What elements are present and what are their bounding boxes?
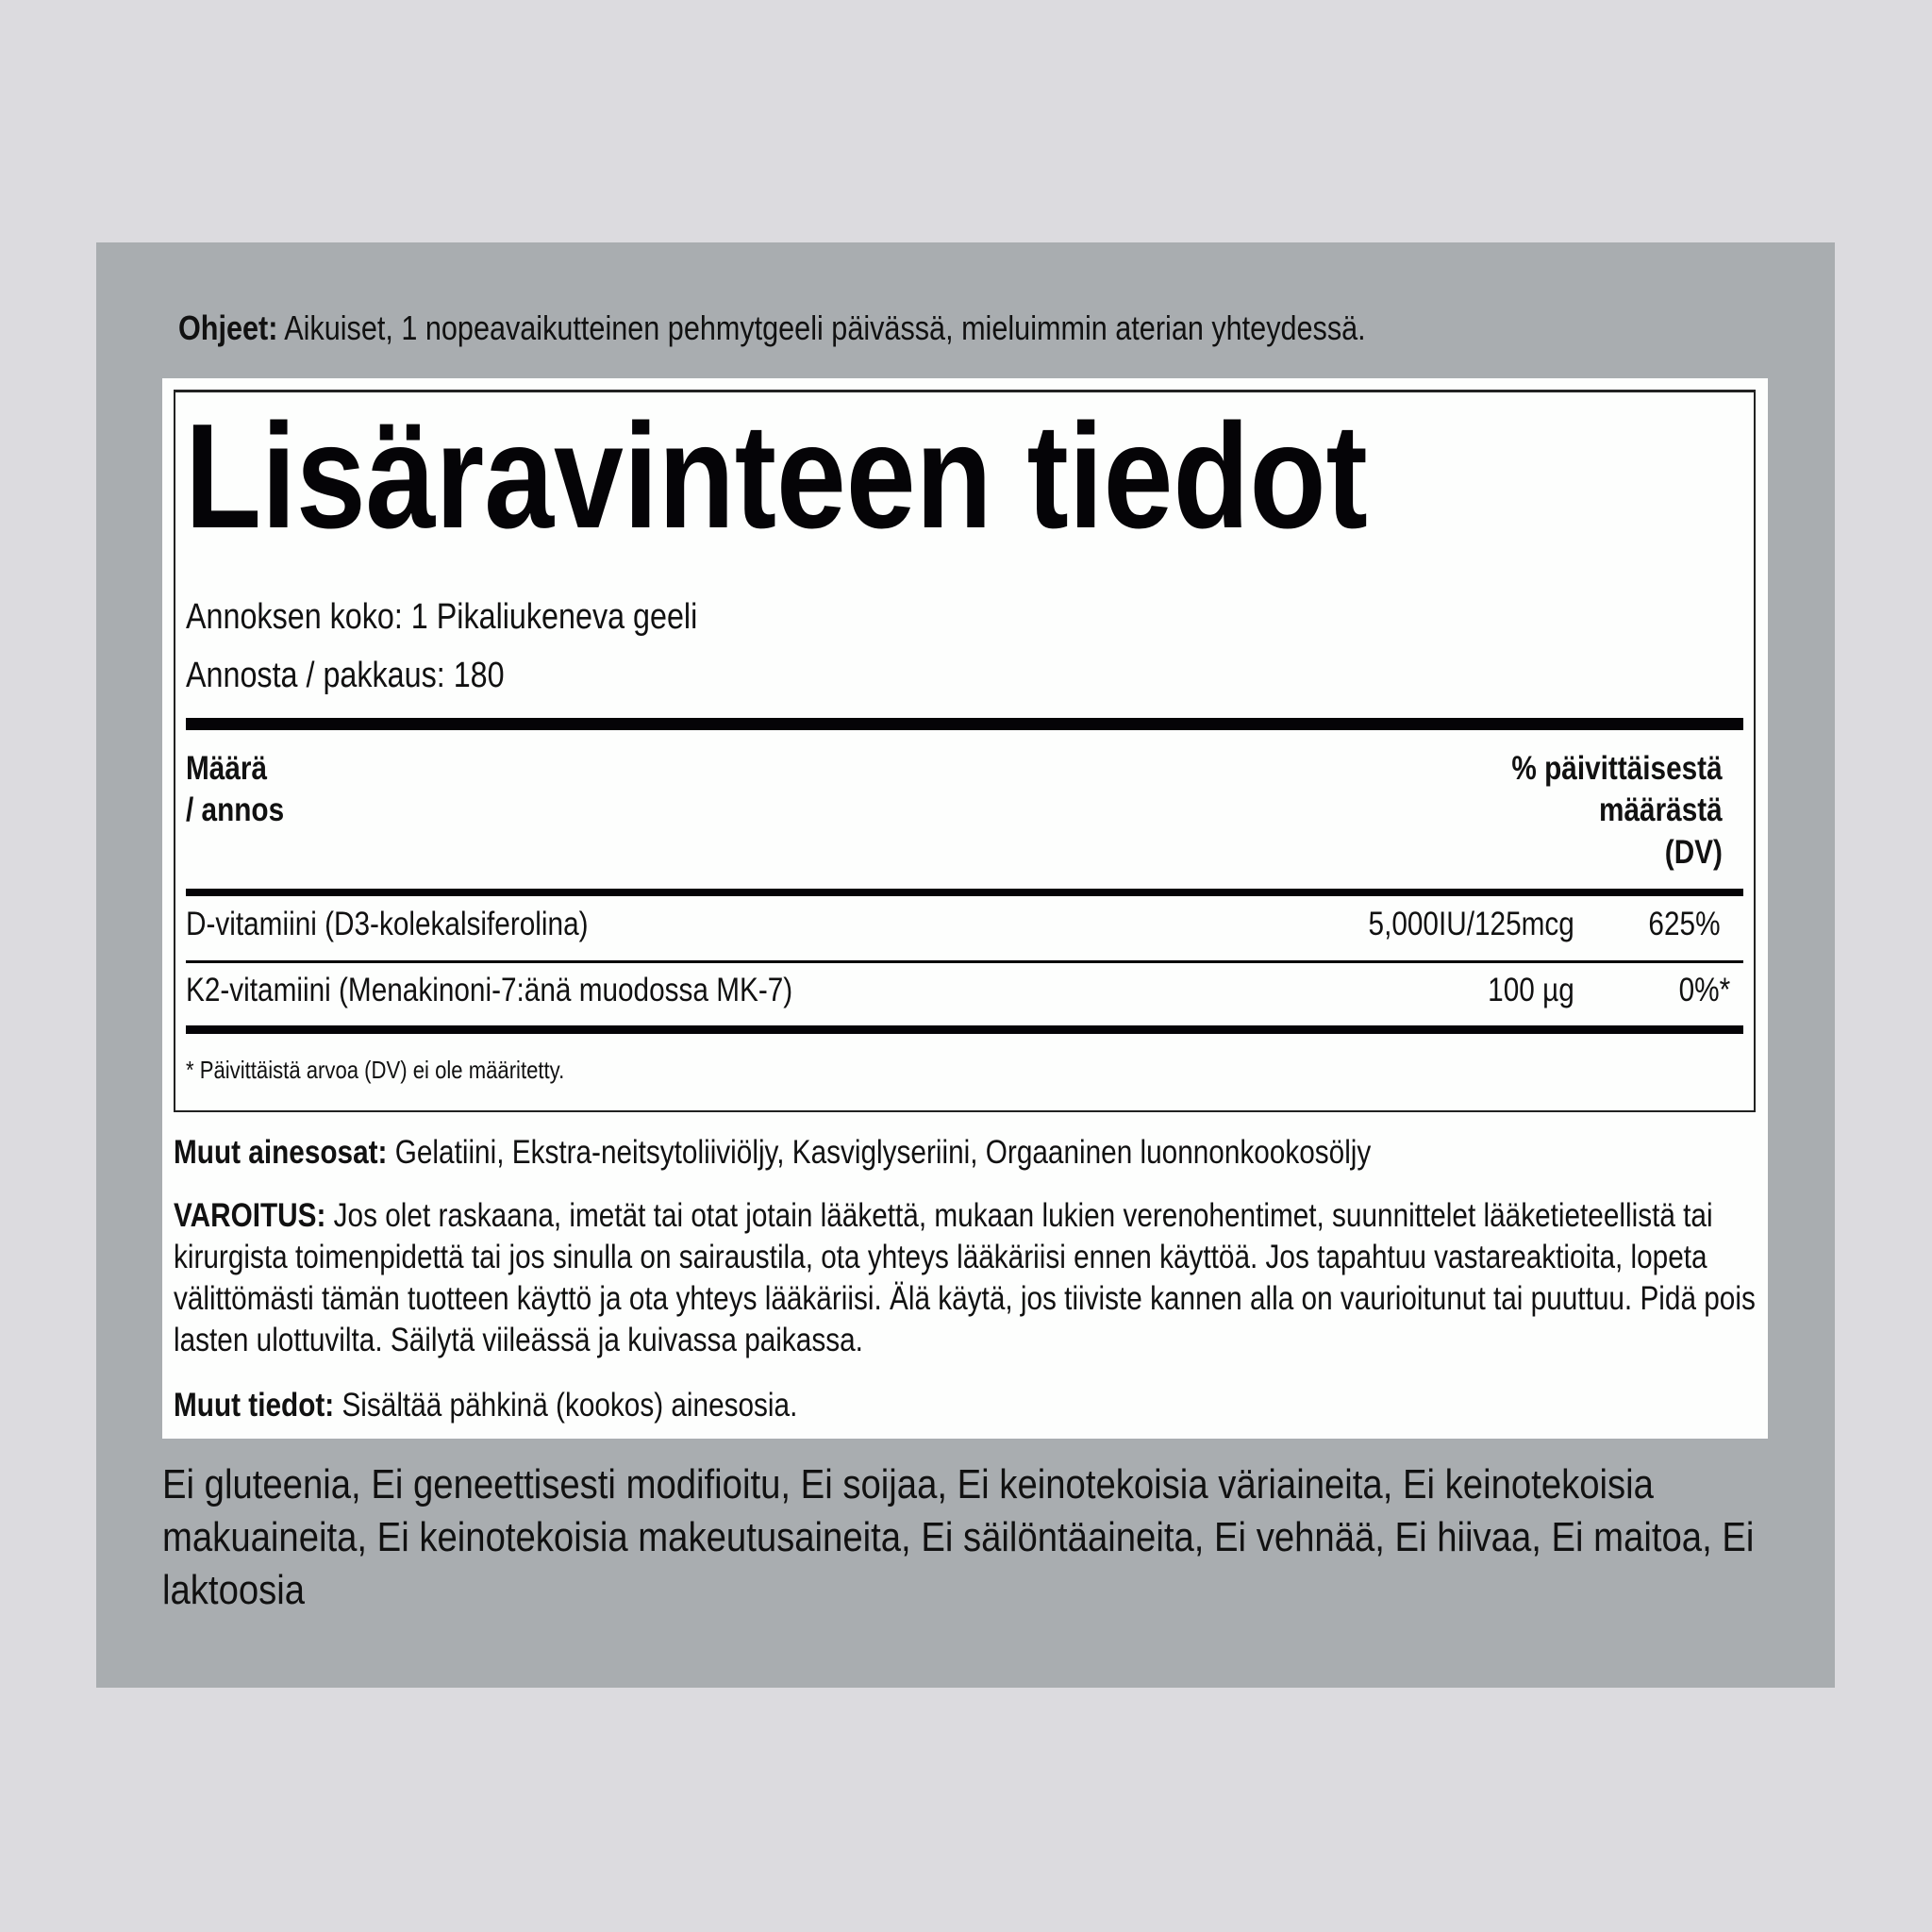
serving-size: Annoksen koko: 1 Pikaliukeneva geeli xyxy=(186,597,698,637)
free-from-list: Ei gluteenia, Ei geneettisesti modifioitu, Ei soijaa, Ei keinotekoisia väriaineita, Ei keinotekoisia makuaineita, Ei keinotekoisia makeutusaineita, Ei säilöntäaineita, Ei vehnää, Ei hiivaa, Ei maitoa, Ei laktoosia xyxy=(162,1461,1755,1613)
footnote: * Päivittäistä arvoa (DV) ei ole määritetty. xyxy=(186,1056,565,1084)
other-ingredients-label: Muut ainesosat: xyxy=(174,1134,388,1171)
warning xyxy=(174,1195,1758,1361)
header-amount-2: / annos xyxy=(186,791,285,828)
nutrient-amount: 5,000IU/125mcg xyxy=(1368,906,1574,942)
directions xyxy=(178,308,1366,348)
facts-title: Lisäravinteen tiedot xyxy=(185,393,1368,559)
nutrient-name: K2-vitamiini (Menakinoni-7:änä muodossa MK-7) xyxy=(186,972,793,1008)
header-amount-1: Määrä xyxy=(186,750,267,787)
divider-thin xyxy=(186,960,1743,963)
other-info-label: Muut tiedot: xyxy=(174,1387,335,1424)
nutrient-amount: 100 µg xyxy=(1488,972,1574,1008)
directions-label: Ohjeet: xyxy=(178,308,278,347)
divider-thick xyxy=(186,718,1743,730)
nutrient-name: D-vitamiini (D3-kolekalsiferolina) xyxy=(186,906,589,942)
directions-text: Aikuiset, 1 nopeavaikutteinen pehmytgeeli päivässä, mieluimmin aterian yhteydessä. xyxy=(277,308,1366,347)
other-ingredients-text: Gelatiini, Ekstra-neitsytoliiviöljy, Kasviglyseriini, Orgaaninen luonnonkookosöljy xyxy=(387,1134,1372,1171)
servings-per-container: Annosta / pakkaus: 180 xyxy=(186,656,505,695)
warning-label: VAROITUS: xyxy=(174,1197,326,1234)
warning-text: Jos olet raskaana, imetät tai otat jotain lääkettä, mukaan lukien verenohentimet, suunnittelet lääketieteellistä tai kirurgista toimenpidettä tai jos sinulla on sairaustila, ota yhteys lääkäriisi ennen käyttöä. Jos tapahtuu vastareaktioita, lopeta välittömästi tämän tuotteen käyttö ja ota yhteys lääkäriisi. Älä käytä, jos tiiviste kannen alla on vaurioitunut tai puuttuu. Pidä pois lasten ulottuvilta. Säilytä viileässä ja kuivassa paikassa. xyxy=(174,1197,1756,1358)
other-info-text: Sisältää pähkinä (kookos) ainesosia. xyxy=(334,1387,798,1424)
nutrient-dv: 625% xyxy=(1648,906,1721,942)
divider-medium xyxy=(186,889,1743,896)
divider-medium xyxy=(186,1025,1743,1034)
nutrient-dv: 0%* xyxy=(1678,972,1730,1008)
other-info xyxy=(174,1385,1758,1426)
header-dv-2: määrästä xyxy=(1599,791,1723,828)
header-dv-3: (DV) xyxy=(1664,834,1723,871)
other-ingredients xyxy=(174,1132,1758,1174)
header-dv-1: % päivittäisestä xyxy=(1511,750,1723,787)
